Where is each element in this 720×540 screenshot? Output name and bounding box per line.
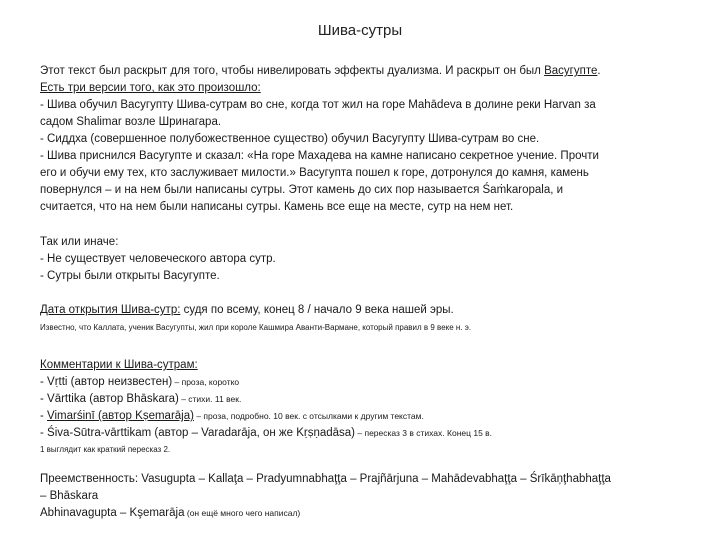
- version-3-line-1: - Шива приснился Васугупте и сказал: «На горе Махадева на камне написано секретное учение. Прочти: [40, 150, 599, 162]
- comment-3-dash: -: [40, 410, 48, 422]
- comment-3: [40, 408, 690, 425]
- date-note: Известно, что Каллата, ученик Васугупты, жил при короле Кашмира Аванти-Вармане, который правил в 9 веке н. э.: [40, 323, 472, 332]
- comments-heading: Комментарии к Шива-сутрам:: [40, 359, 198, 371]
- comment-1-title: - Vṛtti (автор неизвестен): [40, 376, 173, 388]
- versions-heading: Есть три версии того, как это произошло:: [40, 82, 261, 94]
- comment-5: 1 выглядит как краткий пересказ 2.: [40, 445, 171, 454]
- version-2: - Сиддха (совершенное полубожественное существо) обучил Васугупту Шива-сутрам во сне.: [40, 133, 540, 145]
- succession-line-3: [40, 505, 690, 522]
- version-3-line-4: считается, что на нем были написаны сутры. Камень все еще на месте, сутр на нем нет.: [40, 201, 514, 213]
- comment-3-title: Vimarśinī (автор Kṣemarāja): [47, 410, 194, 422]
- date-label: Дата открытия Шива-сутр:: [40, 304, 181, 316]
- intro-text: Этот текст был раскрыт для того, чтобы нивелировать эффекты дуализма. И раскрыт он был: [40, 65, 545, 77]
- intro-period: .: [597, 65, 601, 77]
- intro-line-1: [40, 63, 690, 80]
- version-3-line-2: его и обучи ему тех, кто заслуживает милости.» Васугупта пошел к горе, дотронулся до камня, камень: [40, 167, 589, 179]
- comment-1: [40, 374, 690, 391]
- succession-line-2: – Bhāskara: [40, 490, 99, 502]
- version-1-line-1: - Шива обучил Васугупту Шива-сутрам во сне, когда тот жил на горе Mahādeva в долине реки Harvan за: [40, 99, 596, 111]
- comment-4: [40, 425, 690, 442]
- comment-4-title: - Śiva-Sūtra-vārttikam (автор – Varadarāja, он же Kṛṣṇadāsa): [40, 427, 356, 439]
- anyway-point-1: - Не существует человеческого автора сутр.: [40, 253, 276, 265]
- comment-2-note: – стихи. 11 век.: [178, 394, 242, 404]
- succession-line-1: Преемственность: Vasugupta – Kallaţa – Pradyumnabhaţţa – Prajñārjuna – Mahādevabhaţţa – Śrīkāņţhabhaţţa: [40, 473, 611, 485]
- date-text: судя по всему, конец 8 / начало 9 века нашей эры.: [180, 304, 454, 316]
- date-line: [40, 302, 690, 319]
- anyway-heading: Так или иначе:: [40, 236, 119, 248]
- version-3-line-3: повернулся – и на нем были написаны сутры. Этот камень до сих пор называется Śaṁkaropala, и: [40, 184, 564, 196]
- comment-4-note: – пересказ 3 в стихах. Конец 15 в.: [355, 428, 493, 438]
- succession-line-3-note: (он ещё много чего написал): [184, 508, 301, 518]
- vasugupta-underlined: Васугупте: [544, 65, 598, 77]
- comment-3-note: – проза, подробно. 10 век. с отсылками к другим текстам.: [193, 411, 424, 421]
- comment-2-title: - Vārttika (автор Bhāskara): [40, 393, 179, 405]
- comment-2: [40, 391, 690, 408]
- succession-line-3-main: Abhinavagupta – Kşemarāja: [40, 507, 185, 519]
- version-1-line-2: садом Shalimar возле Шринагара.: [40, 116, 222, 128]
- slide-title: Шива-сутры: [317, 22, 403, 39]
- anyway-point-2: - Сутры были открыты Васугупте.: [40, 270, 220, 282]
- comment-1-note: – проза, коротко: [172, 377, 240, 387]
